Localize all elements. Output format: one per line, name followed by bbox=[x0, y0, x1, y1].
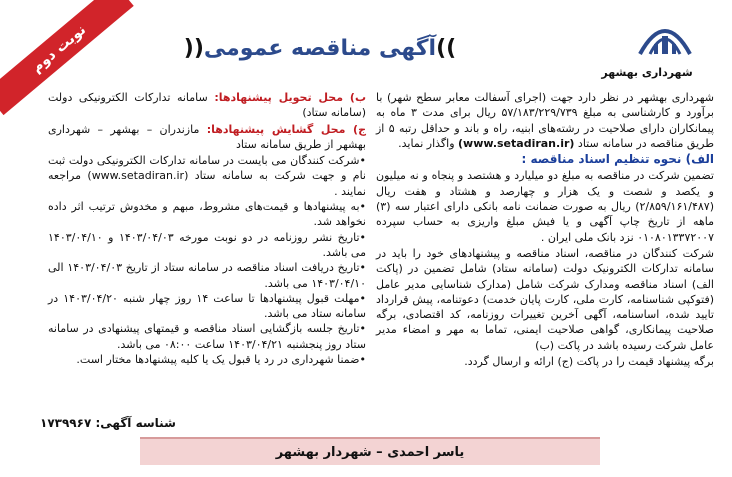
intro-end: واگذار نماید. bbox=[398, 136, 455, 150]
submission-paragraph: شرکت کنندگان در مناقصه، اسناد مناقصه و پیشنهادهای خود را باید در سامانه تدارکات الکترونیک دولت (سامانه ستاد) شامل تضمین در (پاکت الف) اسناد مناقصه ومدارک شرکت شامل (مدارک شناسایی مدیر عامل (فتوکپی شناسنامه، کارت ملی، کارت پایان خدمت) دعوتنامه، پیش قرارداد تایید شده، اساسنامه، آگهی آخرین تغییرات روزنامه، کد اقتصادی، برگه صلاحیت پیمانکاری، گواهی صلاحیت ایمنی، تماما به مهر و امضاء مدیر عامل شرکت رسیده باشد در پاکت (ب) bbox=[376, 246, 714, 352]
section-b-label: ب) محل تحویل پیشنهادها: bbox=[214, 91, 367, 104]
price-paragraph: برگه پیشنهاد قیمت را در پاکت (ج) ارائه و ارسال گردد. bbox=[464, 355, 714, 369]
list-item: •ضمنا شهرداری در رد یا قبول یک یا کلیه پیشنهادها مختار است. bbox=[76, 353, 366, 367]
title-text: آگهی مناقصه عمومی bbox=[203, 36, 437, 61]
left-column bbox=[48, 90, 366, 367]
title-paren-open: (( bbox=[183, 36, 204, 61]
section-j-label: ج) محل گشایش پیشنهادها: bbox=[206, 122, 366, 136]
title-paren-close: )) bbox=[436, 36, 457, 61]
list-item: •تاریخ دریافت اسناد مناقصه در سامانه ستاد از تاریخ ۱۴۰۳/۰۴/۰۳ الی ۱۴۰۳/۰۴/۱۰ می باشد. bbox=[48, 261, 367, 290]
ad-id: شناسه آگهی: ۱۷۳۹۹۶۷ bbox=[40, 416, 176, 430]
intro-paragraph bbox=[376, 90, 714, 151]
guarantee-paragraph: تضمین شرکت در مناقصه به مبلغ دو میلیارد و هشتصد و پنجاه و نه میلیون و یکصد و شصت و یک هزار و چهارصد و هشتاد و هفت ریال (۲/۸۵۹/۱۶۱/۴۸۷) ریال به صورت ضمانت نامه بانکی دارای اعتبار سه (۳) ماهه از تاریخ چاپ آگهی و یا فیش مبلغ واریزی به حساب سپرده ۰۱۰۸۰۱۳۳۷۲۰۰۷ نزد بانک ملی ایران . bbox=[376, 169, 714, 244]
list-item: •مهلت قبول پیشنهادها تا ساعت ۱۴ روز چهار شنبه ۱۴۰۳/۰۴/۲۰ در سامانه ستاد می باشد. bbox=[48, 291, 366, 321]
list-item: •تاریخ نشر روزنامه در دو نوبت مورخه ۱۴۰۳/۰۴/۰۳ و ۱۴۰۳/۰۴/۱۰ می باشد. bbox=[48, 230, 367, 259]
right-column bbox=[376, 90, 714, 370]
section-alef-heading: الف) نحوه تنظیم اسناد مناقصه : bbox=[521, 152, 714, 167]
list-item: •تاریخ جلسه بازگشایی اسناد مناقصه و قیمتهای پیشنهادی در سامانه ستاد روز پنجشنبه ۱۴۰۳/۰۴/۲۱ ساعت ۰۸:۰۰ می باشد. bbox=[48, 322, 366, 351]
municipality-logo-icon bbox=[632, 14, 698, 58]
setad-link[interactable]: (www.setadiran.ir) bbox=[458, 136, 575, 150]
org-name: شهرداری بهشهر bbox=[601, 66, 693, 79]
ad-title bbox=[170, 36, 470, 61]
section-b-text: سامانه تدارکات الکترونیکی دولت (سامانه ستاد) bbox=[48, 91, 366, 120]
section-b bbox=[48, 90, 366, 121]
section-j bbox=[48, 122, 366, 153]
mayor-signature: یاسر احمدی – شهردار بهشهر bbox=[275, 444, 465, 460]
list-item: •شرکت کنندگان می بایست در سامانه تدارکات الکترونیکی دولت ثبت نام و جهت شرکت به سامانه ستاد (www.setadiran.ir) مراجعه نمایند . bbox=[48, 154, 366, 198]
intro-text: شهرداری بهشهر در نظر دارد جهت (اجرای آسفالت معابر سطح شهر) با برآورد و کارشناسی به مبلغ ۵۷/۱۸۳/۲۲۹/۷۳۹ ریال برای مدت ۳ ماه به پیمانکاران دارای صلاحیت در رشته‌های ابنیه، راه و باند و حداقل رتبه ۵ از طریق مناقصه در سامانه ستاد bbox=[376, 91, 714, 150]
section-j-text: مازندران – بهشهر – شهرداری بهشهر از طریق سامانه ستاد bbox=[48, 122, 366, 151]
list-item: •به پیشنهادها و قیمت‌های مشروط، مبهم و مخدوش ترتیب اثر داده نخواهد شد. bbox=[48, 200, 366, 229]
signature-bar bbox=[140, 437, 600, 465]
badge-label: نوبت دوم bbox=[28, 21, 90, 77]
